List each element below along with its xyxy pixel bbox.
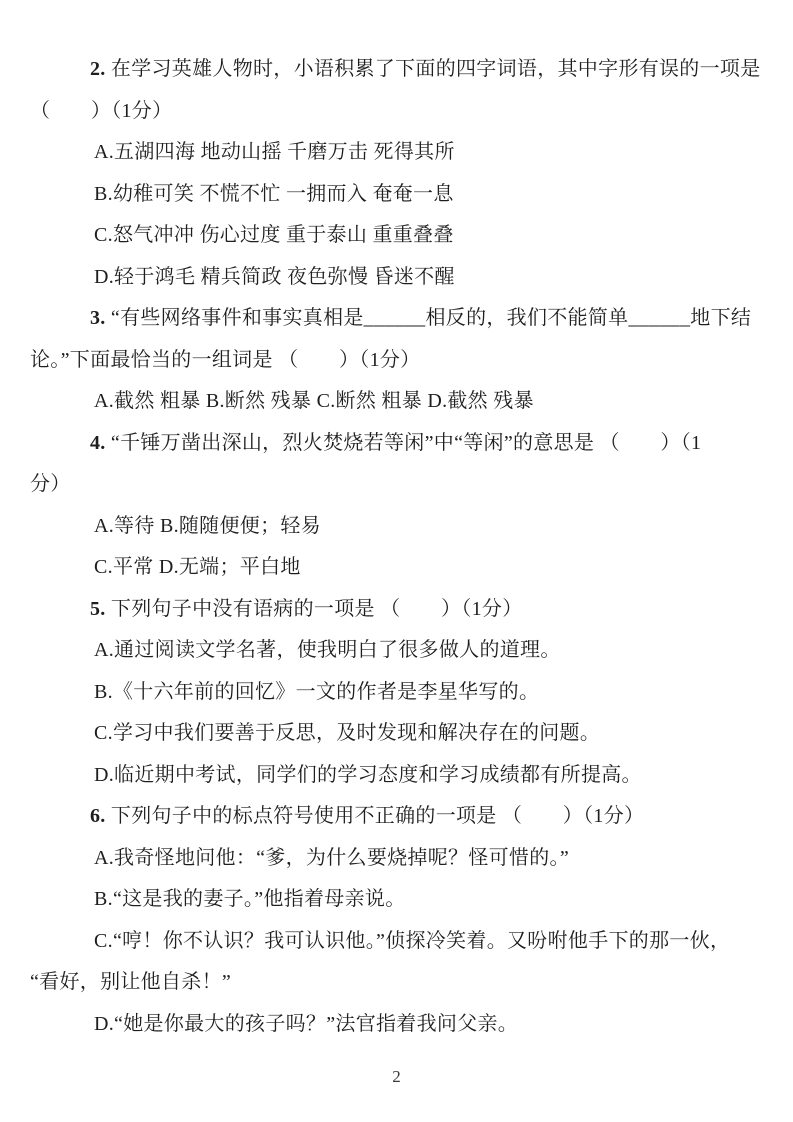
option-line: B.“这是我的妻子。”他指着母亲说。: [94, 888, 406, 910]
option-line: C.“哼！你不认识？我可认识他。”侦探冷笑着。又吩咐他手下的那一伙，: [94, 929, 731, 952]
question-4: [30, 423, 759, 589]
question-number: 5.: [90, 597, 106, 620]
question-stem-line: 6. 下列句子中的标点符号使用不正确的一项是 （ ）（1分）: [90, 805, 645, 827]
question-stem-line: 4. “千锤万凿出深山，烈火焚烧若等闲”中“等闲”的意思是 （ ）（1: [90, 431, 702, 454]
option-line: C.学习中我们要善于反思，及时发现和解决存在的问题。: [94, 722, 601, 744]
option-line: A.等待 B.随随便便；轻易: [94, 514, 321, 537]
stem-continuation-line: （ ）（1分）: [30, 99, 173, 122]
option-line: A.截然 粗暴 B.断然 残暴 C.断然 粗暴 D.截然 残暴: [94, 390, 534, 412]
question-number: 6.: [90, 805, 106, 827]
stem-continuation-line: 分）: [30, 473, 71, 495]
option-line: D.临近期中考试，同学们的学习态度和学习成绩都有所提高。: [94, 763, 642, 786]
question-number: 4.: [90, 431, 106, 454]
question-stem-line: 5. 下列句子中没有语病的一项是 （ ）（1分）: [90, 597, 523, 620]
option-line: C.平常 D.无端；平白地: [94, 556, 301, 578]
option-line: D.“她是你最大的孩子吗？”法官指着我问父亲。: [94, 1012, 519, 1035]
question-stem-line: 3. “有些网络事件和事实真相是______相反的，我们不能简单______地下结: [90, 307, 752, 329]
question-5: [30, 589, 759, 797]
question-number: 3.: [90, 307, 106, 329]
option-line: A.通过阅读文学名著，使我明白了很多做人的道理。: [94, 639, 561, 661]
option-line: A.五湖四海 地动山摇 千磨万击 死得其所: [94, 141, 455, 163]
question-3: [30, 298, 759, 423]
question-2: [30, 49, 759, 298]
exam-content: [30, 49, 759, 1045]
question-6: [30, 796, 759, 1045]
page-number: 2: [392, 1067, 401, 1086]
option-line: C.怒气冲冲 伤心过度 重于泰山 重重叠叠: [94, 224, 454, 246]
question-stem-line: 2. 在学习英雄人物时，小语积累了下面的四字词语，其中字形有误的一项是: [90, 58, 761, 80]
question-number: 2.: [90, 58, 106, 80]
stem-continuation-line: 论。”下面最恰当的一组词是 （ ）（1分）: [30, 348, 421, 371]
stem-continuation-line: “看好，别让他自杀！”: [30, 971, 232, 993]
option-line: B.《十六年前的回忆》一文的作者是李星华写的。: [94, 680, 540, 703]
option-line: D.轻于鸿毛 精兵简政 夜色弥慢 昏迷不醒: [94, 265, 455, 288]
option-line: A.我奇怪地问他：“爹，为什么要烧掉呢？怪可惜的。”: [94, 846, 569, 869]
option-line: B.幼稚可笑 不慌不忙 一拥而入 奄奄一息: [94, 182, 454, 205]
